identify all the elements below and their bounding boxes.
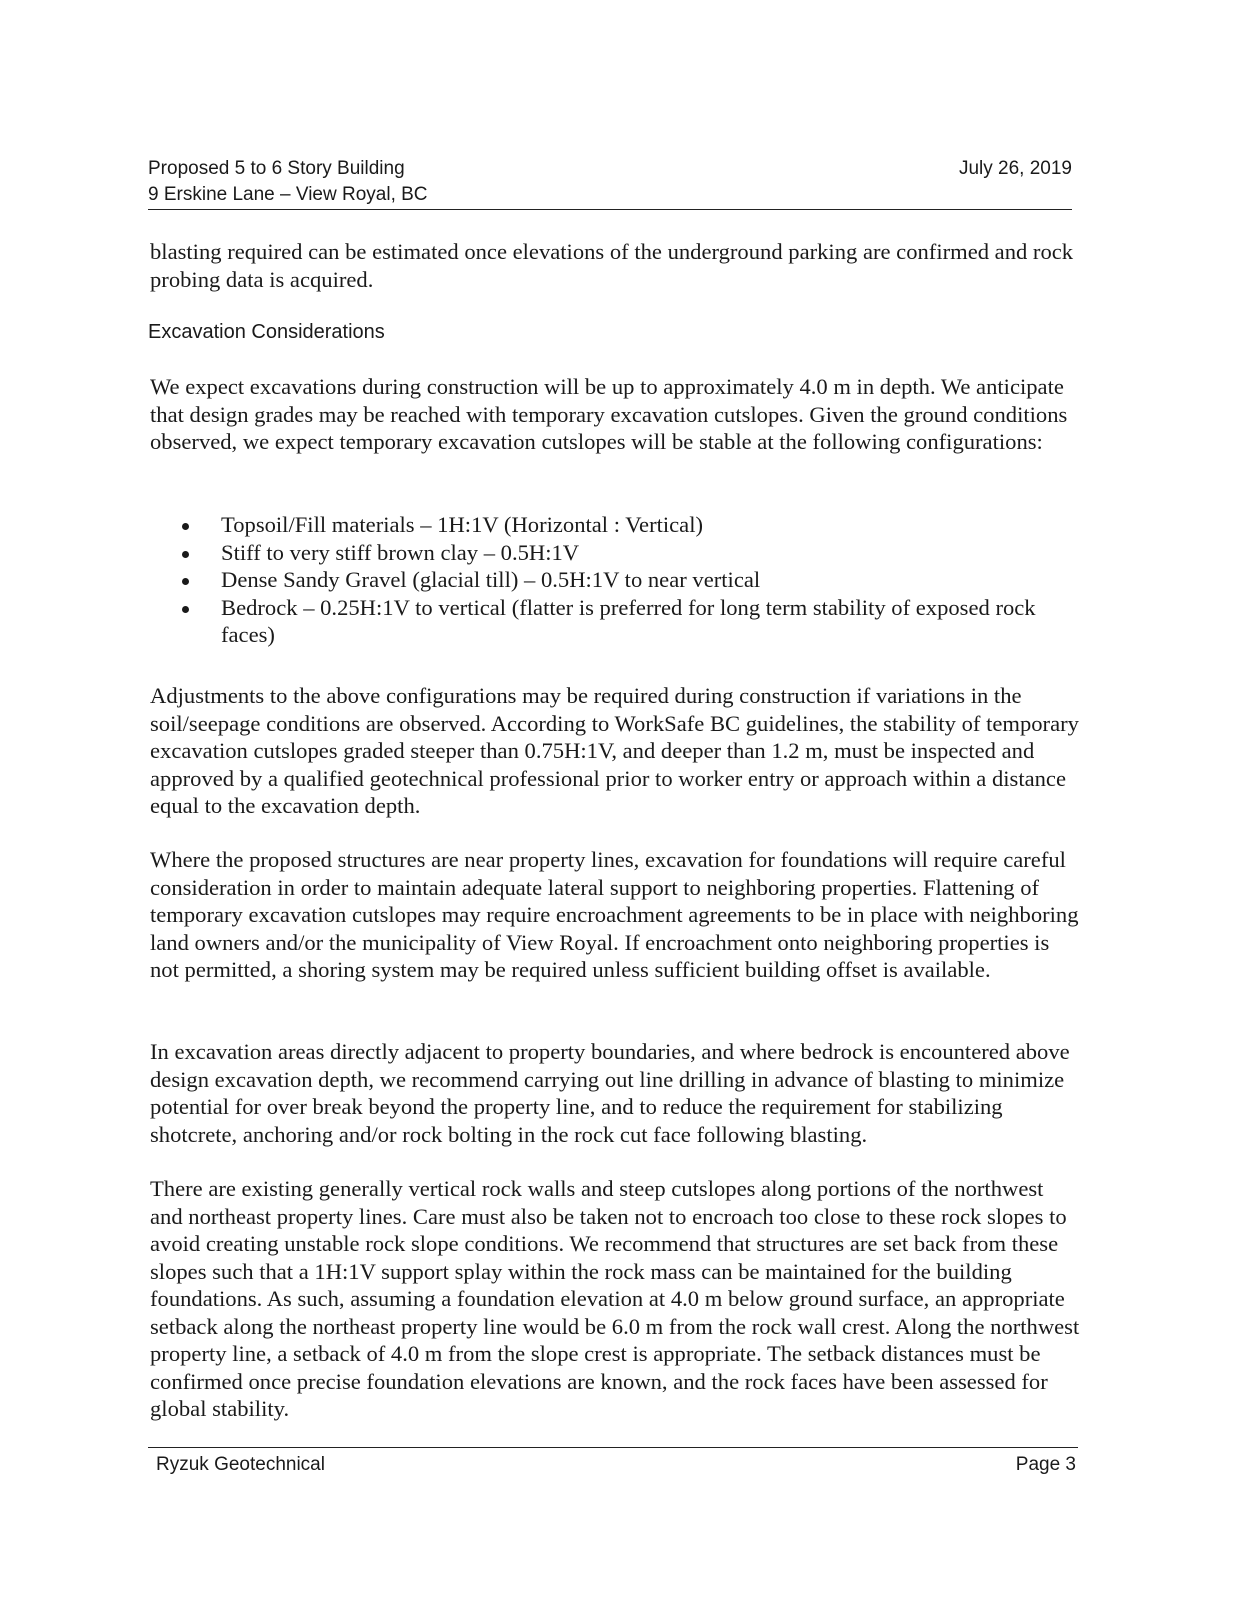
project-address: 9 Erskine Lane – View Royal, BC (148, 184, 428, 205)
section-heading: Excavation Considerations (148, 321, 385, 343)
page-header (148, 156, 1072, 208)
paragraph-continuation (150, 238, 1080, 293)
paragraph-rock-walls (150, 1175, 1080, 1423)
paragraph-excavation-depth (150, 373, 1080, 456)
page-footer (156, 1452, 1076, 1478)
list-item (176, 511, 1056, 539)
header-left (148, 156, 428, 208)
bullet-icon (182, 523, 189, 530)
paragraph-text: blasting required can be estimated once elevations of the underground parking are confirmed and rock probing data is acquired. (150, 239, 1074, 292)
bullet-icon (182, 606, 189, 613)
bullet-icon (182, 551, 189, 558)
paragraph-property-lines (150, 846, 1080, 984)
list-item-text: Topsoil/Fill materials – 1H:1V (Horizontal : Vertical) (221, 512, 704, 537)
paragraph-text: We expect excavations during construction will be up to approximately 4.0 m in depth. We anticipate that design grades may be reached with temporary excavation cutslopes. Given the ground conditions observed, we expect temporary excavation cutslopes will be stable at the following configurations: (150, 374, 1068, 454)
bullet-icon (182, 578, 189, 585)
list-item-text: Stiff to very stiff brown clay – 0.5H:1V (221, 539, 580, 565)
footer-divider (148, 1447, 1078, 1448)
report-date: July 26, 2019 (958, 158, 1072, 179)
project-title: Proposed 5 to 6 Story Building (148, 158, 405, 179)
paragraph-adjustments (150, 682, 1080, 820)
page-number: Page 3 (1015, 1454, 1076, 1475)
cutslope-configuration-list (176, 511, 1056, 649)
list-item (176, 594, 1056, 649)
list-item-text: Bedrock – 0.25H:1V to vertical (flatter is preferred for long term stability of exposed rock faces) (221, 594, 1036, 647)
list-item-text: Dense Sandy Gravel (glacial till) – 0.5H:1V to near vertical (221, 567, 761, 592)
paragraph-text: In excavation areas directly adjacent to property boundaries, and where bedrock is encountered above design excavation depth, we recommend carrying out line drilling in advance of blasting to minimize potential for over break beyond the property line, and to reduce the requirement for stabilizing shotcrete, anchoring and/or rock bolting in the rock cut face following blasting. (150, 1039, 1070, 1147)
paragraph-text: There are existing generally vertical rock walls and steep cutslopes along portions of the northwest and northeast property lines. Care must also be taken not to encroach too close to these rock slopes to avoid creating unstable rock slope conditions. We recommend that structures are set back from these slopes such that a 1H:1V support splay within the rock mass can be maintained for the building foundations. As such, assuming a foundation elevation at 4.0 m below ground surface, an appropriate setback along the northeast property line would be 6.0 m from the rock wall crest. Along the northwest property line, a setback of 4.0 m from the slope crest is appropriate. The setback distances must be confirmed once precise foundation elevations are known, and the rock faces have been assessed for global stability. (150, 1176, 1080, 1421)
paragraph-text: Where the proposed structures are near property lines, excavation for foundations will require careful consideration in order to maintain adequate lateral support to neighboring properties. Flattening of temporary excavation cutslopes may require encroachment agreements to be in place with neighboring land owners and/or the municipality of View Royal. If encroachment onto neighboring properties is not permitted, a shoring system may be required unless sufficient building offset is available. (150, 847, 1079, 982)
paragraph-text: Adjustments to the above configurations may be required during construction if variations in the soil/seepage conditions are observed. According to WorkSafe BC guidelines, the stability of temporary excavation cutslopes graded steeper than 0.75H:1V, and deeper than 1.2 m, must be inspected and approved by a qualified geotechnical professional prior to worker entry or approach within a distance equal to the excavation depth. (150, 683, 1079, 818)
list-item (176, 566, 1056, 594)
company-name: Ryzuk Geotechnical (156, 1454, 325, 1475)
paragraph-line-drilling (150, 1038, 1080, 1148)
header-divider (148, 209, 1072, 210)
list-item (176, 539, 1056, 567)
